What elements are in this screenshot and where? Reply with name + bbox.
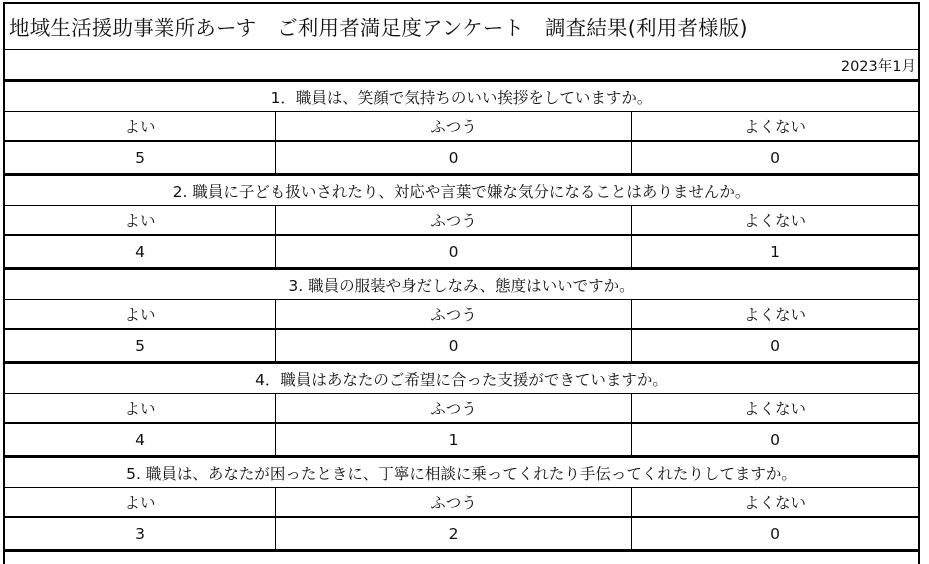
count-bad: 0 [770, 524, 780, 543]
column-header-good: よい [5, 488, 276, 518]
count-normal: 0 [276, 236, 632, 267]
count-normal: 0 [276, 330, 632, 361]
count-normal: 0 [276, 142, 632, 173]
count-bad: 1 [770, 242, 780, 261]
column-header-normal: ふつう [276, 488, 632, 518]
question-text: 1．職員は、笑顔で気持ちのいい挨拶をしていますか。 [5, 82, 918, 112]
count-good: 4 [5, 424, 276, 455]
column-header-normal: ふつう [276, 206, 632, 236]
count-normal: 2 [276, 518, 632, 549]
count-good: 5 [5, 142, 276, 173]
column-header-good: よい [5, 206, 276, 236]
answer-grid [5, 300, 918, 361]
count-good: 3 [5, 518, 276, 549]
question-text: 3. 職員の服装や身だしなみ、態度はいいですか。 [5, 270, 918, 300]
count-good: 5 [5, 330, 276, 361]
column-header-bad: よくない [632, 112, 918, 142]
column-header-good: よい [5, 112, 276, 142]
question-block-5 [5, 458, 918, 552]
column-header-good: よい [5, 300, 276, 330]
count-bad: 0 [770, 430, 780, 449]
answer-grid [5, 488, 918, 549]
question-block-3 [5, 270, 918, 364]
count-bad: 0 [770, 336, 780, 355]
answer-grid [5, 112, 918, 173]
question-text: 4．職員はあなたのご希望に合った支援ができていますか。 [5, 364, 918, 394]
page-title: 地域生活援助事業所あーす ご利用者満足度アンケート 調査結果(利用者様版) [9, 16, 748, 40]
column-header-bad: よくない [632, 300, 918, 330]
question-block-1 [5, 82, 918, 176]
question-block-2 [5, 176, 918, 270]
question-block-4 [5, 364, 918, 458]
title-row [5, 4, 918, 50]
question-text: 2. 職員に子ども扱いされたり、対応や言葉で嫌な気分になることはありませんか。 [5, 176, 918, 206]
answer-grid [5, 394, 918, 455]
question-text: 5. 職員は、あなたが困ったときに、丁寧に相談に乗ってくれたり手伝ってくれたりしてますか。 [5, 458, 918, 488]
column-header-bad: よくない [632, 394, 918, 424]
count-bad: 0 [770, 148, 780, 167]
count-good: 4 [5, 236, 276, 267]
column-header-normal: ふつう [276, 394, 632, 424]
answer-grid [5, 206, 918, 267]
survey-date: 2023年1月 [840, 59, 916, 75]
survey-results-sheet [3, 2, 920, 564]
column-header-good: よい [5, 394, 276, 424]
column-header-normal: ふつう [276, 112, 632, 142]
column-header-normal: ふつう [276, 300, 632, 330]
column-header-bad: よくない [632, 488, 918, 518]
column-header-bad: よくない [632, 206, 918, 236]
date-row [5, 50, 918, 82]
count-normal: 1 [276, 424, 632, 455]
